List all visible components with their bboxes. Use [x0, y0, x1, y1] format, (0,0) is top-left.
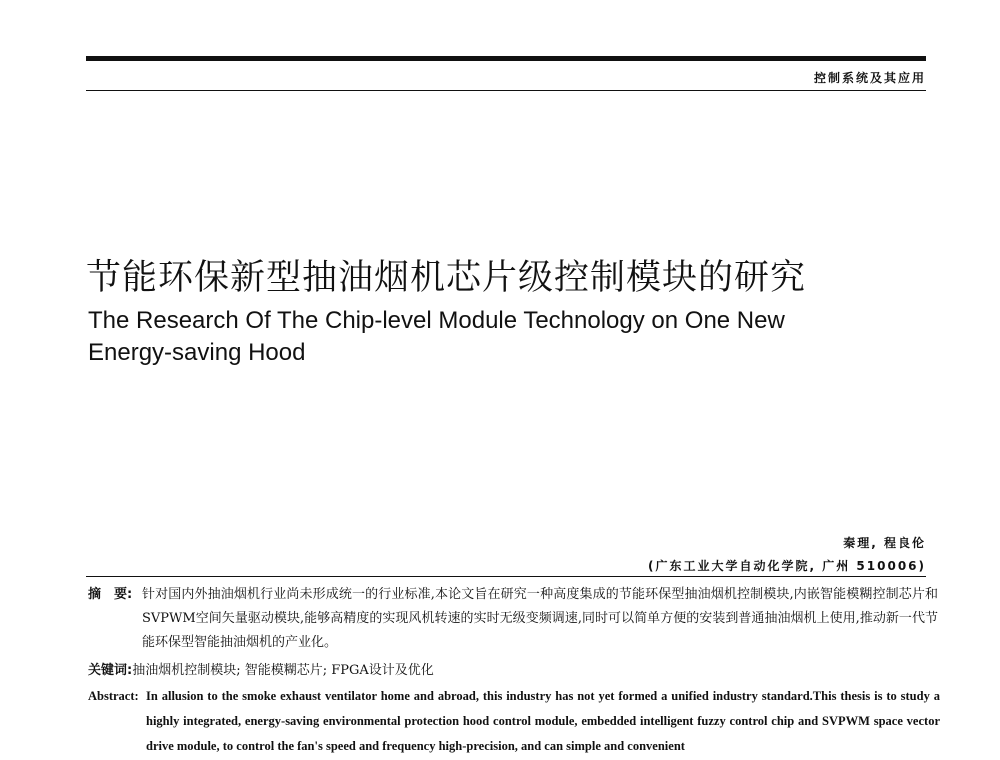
keywords-text: 抽油烟机控制模块; 智能模糊芯片; FPGA设计及优化	[132, 663, 434, 678]
abstract-english-label: Abstract:	[88, 689, 139, 703]
header-rule-thick	[86, 56, 926, 61]
keywords-label: 关键词:	[88, 663, 133, 678]
abstract-english-text: In allusion to the smoke exhaust ventilator home and abroad, this industry has not yet formed a unified industry standard.This thesis is to study a highly integrated, energy-saving environmental protection hood control module, embedded intelligent fuzzy control chip and SVPWM space vector drive module, to control the fan's speed and frequency high-precision, and can simple and convenient	[146, 689, 940, 753]
keywords	[88, 659, 434, 683]
section-label: 控制系统及其应用	[813, 71, 926, 85]
title-chinese: 节能环保新型抽油烟机芯片级控制模块的研究	[86, 258, 807, 298]
authors: 秦理, 程良伦	[843, 536, 926, 550]
affiliation: (广东工业大学自动化学院, 广州 510006)	[648, 559, 926, 573]
abstract-chinese-label: 摘 要:	[88, 587, 133, 602]
header-rule-thin	[86, 90, 926, 91]
abstract-rule	[86, 576, 926, 577]
title-english: The Research Of The Chip-level Module Technology on One New Energy-saving Hood	[88, 307, 785, 366]
abstract-english	[88, 684, 940, 759]
abstract-chinese-text: 针对国内外抽油烟机行业尚未形成统一的行业标准,本论文旨在研究一种高度集成的节能环保型抽油烟机控制模块,内嵌智能模糊控制芯片和SVPWM空间矢量驱动模块,能够高精度的实现风机转速的实时无级变频调速,同时可以简单方便的安装到普通抽油烟机上使用,推动新一代节能环保型智能抽油烟机的产业化。	[142, 587, 938, 650]
abstract-chinese	[88, 583, 938, 655]
